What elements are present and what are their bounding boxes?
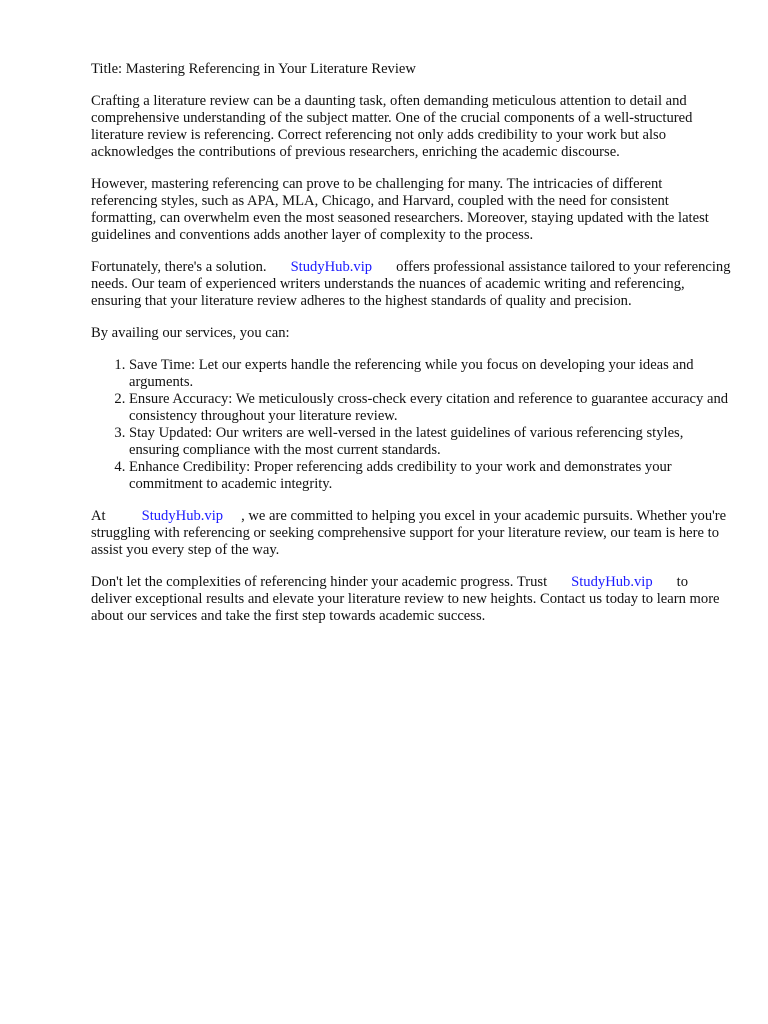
list-item: 3. Stay Updated: Our writers are well-versed in the latest guidelines of various referencing styles, ensuring compliance with the most current standards. (129, 425, 731, 459)
challenges-paragraph: However, mastering referencing can prove to be challenging for many. The intricacies of different referencing styles, such as APA, MLA, Chicago, and Harvard, coupled with the need for consistent formatting, can overwhelm even the most seasoned researchers. Moreover, staying updated with the latest guidelines and conventions adds another layer of complexity to the process. (91, 176, 709, 243)
closing-text-before: Don't let the complexities of referencing hinder your academic progress. Trust (91, 574, 548, 590)
list-item: 4. Enhance Credibility: Proper referencing adds credibility to your work and demonstrates your commitment to academic integrity. (129, 459, 731, 493)
studyhub-link[interactable]: StudyHub.vip (290, 259, 373, 275)
services-intro: By availing our services, you can: (91, 325, 290, 341)
document-page (91, 61, 731, 640)
closing-paragraph (91, 574, 731, 625)
solution-text-after: offers professional assistance tailored to your referencing needs. Our team of experienced writers understands the nuances of academic writing and referencing, ensuring that your literature review adheres to the highest standards of quality and precision. (91, 259, 731, 309)
benefits-list (91, 357, 731, 493)
commitment-text-before: At (91, 508, 106, 524)
closing-text-after: to deliver exceptional results and elevate your literature review to new heights. Contact us today to learn more about our services and take the first step towards academic success. (91, 574, 720, 624)
studyhub-link[interactable]: StudyHub.vip (571, 574, 653, 590)
solution-paragraph (91, 259, 731, 310)
commitment-paragraph (91, 508, 731, 559)
document-title: Title: Mastering Referencing in Your Literature Review (91, 61, 416, 77)
solution-text-before: Fortunately, there's a solution. (91, 259, 267, 275)
commitment-text-after: , we are committed to helping you excel in your academic pursuits. Whether you're struggling with referencing or seeking comprehensive support for your literature review, our team is here to assist you every step of the way. (91, 508, 727, 558)
studyhub-link[interactable]: StudyHub.vip (141, 508, 224, 524)
intro-paragraph: Crafting a literature review can be a daunting task, often demanding meticulous attention to detail and comprehensive understanding of the subject matter. One of the crucial components of a well-structured literature review is referencing. Correct referencing not only adds credibility to your work but also acknowledges the contributions of previous researchers, enriching the academic discourse. (91, 93, 693, 160)
list-item: 2. Ensure Accuracy: We meticulously cross-check every citation and reference to guarantee accuracy and consistency throughout your literature review. (129, 391, 731, 425)
list-item: 1. Save Time: Let our experts handle the referencing while you focus on developing your ideas and arguments. (129, 357, 731, 391)
